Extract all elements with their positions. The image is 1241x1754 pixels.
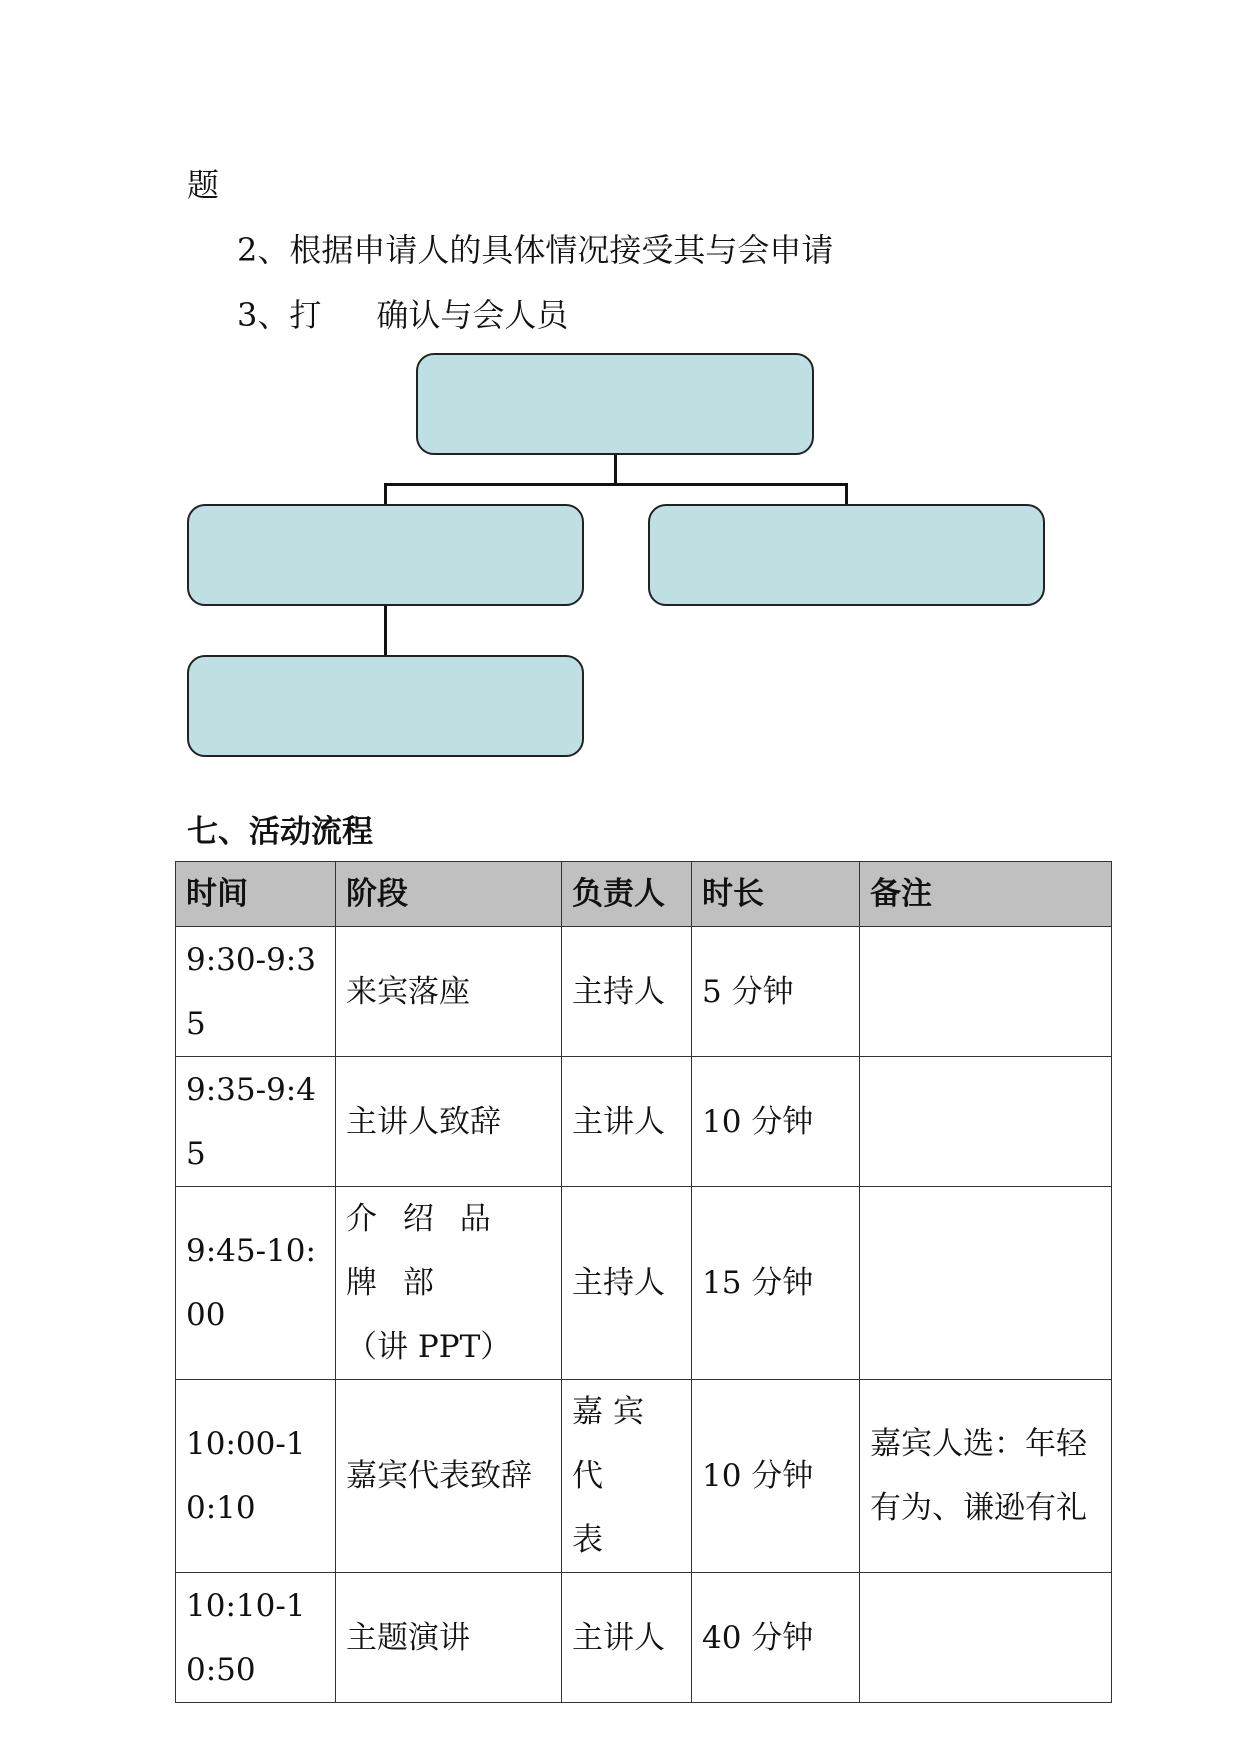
org-box-right: [648, 504, 1045, 606]
cell-line: 5: [186, 1005, 206, 1042]
connector-line: [614, 455, 617, 485]
cell-line: 主讲人: [572, 1619, 665, 1656]
org-box-top: [416, 353, 814, 455]
cell-line: 表: [572, 1522, 603, 1558]
cell-line: 0:50: [186, 1651, 256, 1688]
org-box-sub: [187, 655, 584, 757]
list-item-3-prefix: 3、打: [237, 296, 322, 334]
list-item-2: 2、根据申请人的具体情况接受其与会申请: [237, 231, 834, 269]
table-row: [176, 1057, 1112, 1187]
cell-duration: 10 分钟: [692, 1380, 860, 1573]
cell-line: 有为、谦逊有礼: [870, 1490, 1087, 1526]
list-item-3-text: 确认与会人员: [376, 296, 569, 334]
cell-line: 00: [186, 1297, 226, 1333]
table-row: [176, 1187, 1112, 1380]
cell-owner: [562, 1057, 692, 1187]
cell-line: 介 绍 品 牌 部: [346, 1201, 499, 1301]
cell-note: [860, 1573, 1112, 1703]
cell-line: 0:10: [186, 1490, 256, 1526]
cell-line: （讲 PPT）: [346, 1329, 512, 1365]
cell-time: [176, 927, 336, 1057]
org-box-left: [187, 504, 584, 606]
list-item-3: [237, 295, 568, 335]
cell-note: [860, 1057, 1112, 1187]
cell-note: [860, 1380, 1112, 1573]
connector-line: [845, 483, 848, 504]
cell-line: 主题演讲: [346, 1619, 470, 1656]
connector-line: [384, 606, 387, 655]
table-row: [176, 1380, 1112, 1573]
cell-line: 9:45-10:: [186, 1233, 316, 1269]
cell-stage: [336, 1380, 562, 1573]
header-time: 时间: [176, 862, 336, 927]
cell-duration: 15 分钟: [692, 1187, 860, 1380]
cell-line: 9:30-9:3: [186, 941, 316, 978]
cell-line: 主讲人: [572, 1103, 665, 1140]
schedule-table: [175, 861, 1112, 1703]
cell-duration: 10 分钟: [692, 1057, 860, 1187]
cell-line: 10:00-1: [186, 1426, 306, 1462]
cell-time: [176, 1380, 336, 1573]
cell-owner: [562, 1187, 692, 1380]
cell-stage: [336, 1573, 562, 1703]
table-row: [176, 1573, 1112, 1703]
cell-line: 嘉宾代表致辞: [346, 1458, 532, 1494]
cell-line: 主讲人致辞: [346, 1103, 501, 1140]
cell-stage: [336, 1187, 562, 1380]
cell-line: 嘉宾人选：年轻: [870, 1426, 1087, 1462]
cell-line: 来宾落座: [346, 973, 470, 1010]
cell-duration: 5 分钟: [692, 927, 860, 1057]
cell-time: [176, 1187, 336, 1380]
connector-line: [384, 483, 848, 486]
cell-line: 主持人: [572, 973, 665, 1010]
cell-note: [860, 1187, 1112, 1380]
cell-time: [176, 1057, 336, 1187]
cell-duration: 40 分钟: [692, 1573, 860, 1703]
paragraph-continuation: 题: [187, 166, 220, 204]
cell-owner: [562, 1380, 692, 1573]
cell-line: 主持人: [572, 1265, 665, 1301]
cell-line: 嘉 宾 代: [572, 1394, 644, 1494]
table-header-row: [176, 862, 1112, 927]
connector-line: [384, 483, 387, 504]
cell-time: [176, 1573, 336, 1703]
cell-note: [860, 927, 1112, 1057]
header-note: 备注: [860, 862, 1112, 927]
cell-line: 5: [186, 1135, 206, 1172]
table-row: [176, 927, 1112, 1057]
header-stage: 阶段: [336, 862, 562, 927]
cell-line: 9:35-9:4: [186, 1071, 316, 1108]
cell-line: 10:10-1: [186, 1587, 306, 1624]
cell-stage: [336, 1057, 562, 1187]
cell-owner: [562, 927, 692, 1057]
cell-owner: [562, 1573, 692, 1703]
header-owner: 负责人: [562, 862, 692, 927]
header-duration: 时长: [692, 862, 860, 927]
section-title: 七、活动流程: [187, 814, 373, 850]
cell-stage: [336, 927, 562, 1057]
